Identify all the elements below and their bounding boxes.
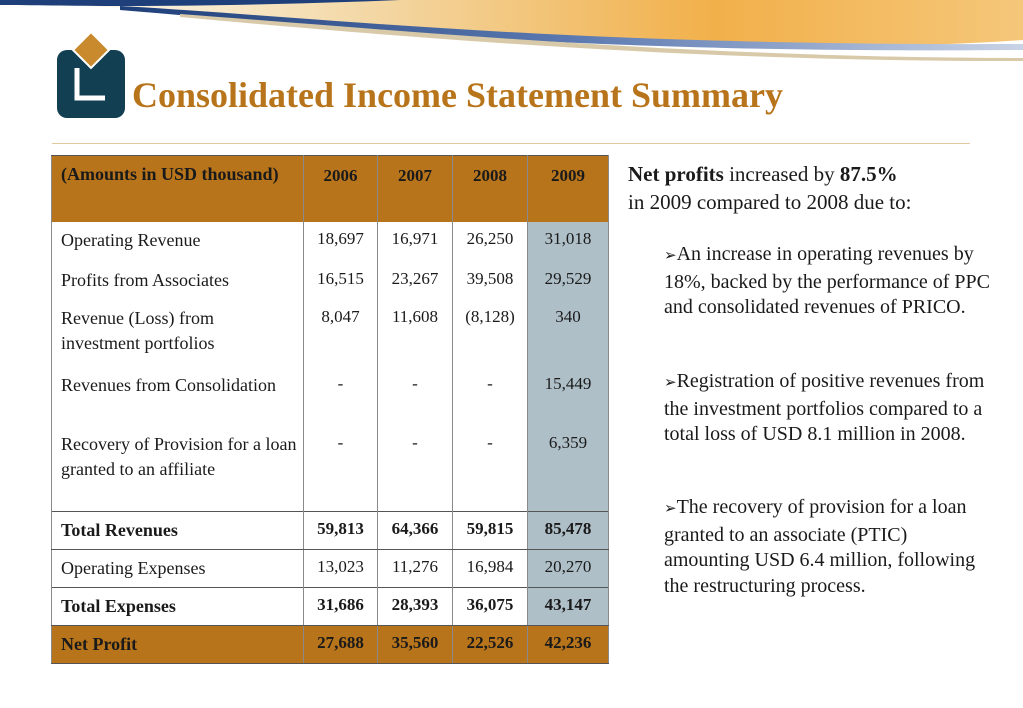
net-profit-row bbox=[52, 626, 609, 664]
total-expenses-row bbox=[52, 588, 609, 626]
cell-value: (8,128) bbox=[453, 300, 528, 367]
table-row bbox=[52, 367, 609, 426]
total-revenues-row bbox=[52, 512, 609, 550]
cell-value: 64,366 bbox=[378, 512, 453, 550]
bullet-text: An increase in operating revenues by 18%, backed by the performance of PPC and consolidated revenues of PRICO. bbox=[664, 243, 991, 318]
cell-value: 39,508 bbox=[453, 262, 528, 300]
cell-value: - bbox=[304, 426, 378, 512]
cell-value: 18,697 bbox=[304, 222, 378, 262]
row-label: Total Revenues bbox=[52, 512, 304, 550]
cell-value: 59,813 bbox=[304, 512, 378, 550]
cell-value: - bbox=[453, 426, 528, 512]
table-header-row bbox=[52, 156, 609, 222]
table-row bbox=[52, 262, 609, 300]
row-label: Profits from Associates bbox=[52, 262, 304, 300]
list-item bbox=[664, 495, 994, 599]
row-label: Net Profit bbox=[52, 626, 304, 664]
cell-value: 27,688 bbox=[304, 626, 378, 664]
year-header: 2007 bbox=[378, 156, 453, 222]
cell-value: - bbox=[378, 426, 453, 512]
table-row bbox=[52, 300, 609, 367]
cell-value: 31,018 bbox=[528, 222, 609, 262]
cell-value: - bbox=[378, 367, 453, 426]
cell-value: 6,359 bbox=[528, 426, 609, 512]
cell-value: - bbox=[453, 367, 528, 426]
table-row bbox=[52, 426, 609, 512]
cell-value: 85,478 bbox=[528, 512, 609, 550]
row-label: Operating Revenue bbox=[52, 222, 304, 262]
cell-value: 340 bbox=[528, 300, 609, 367]
list-item bbox=[664, 369, 994, 448]
cell-value: 29,529 bbox=[528, 262, 609, 300]
cell-value: 11,276 bbox=[378, 550, 453, 588]
cell-value: 16,515 bbox=[304, 262, 378, 300]
intro-bold-percent: 87.5% bbox=[839, 162, 898, 186]
row-label: Operating Expenses bbox=[52, 550, 304, 588]
cell-value: 8,047 bbox=[304, 300, 378, 367]
arrow-bullet-icon: ➢ bbox=[664, 248, 677, 264]
header-decorative-band bbox=[0, 0, 1023, 80]
cell-value: 16,984 bbox=[453, 550, 528, 588]
row-label: Total Expenses bbox=[52, 588, 304, 626]
table-row bbox=[52, 222, 609, 262]
intro-text: increased by bbox=[723, 162, 840, 186]
cell-value: 22,526 bbox=[453, 626, 528, 664]
page-title: Consolidated Income Statement Summary bbox=[132, 75, 783, 115]
summary-intro bbox=[628, 160, 998, 216]
arrow-bullet-icon: ➢ bbox=[664, 501, 677, 517]
arrow-bullet-icon: ➢ bbox=[664, 375, 677, 391]
bullet-text: Registration of positive revenues from the investment portfolios compared to a total loss of USD 8.1 million in 2008. bbox=[664, 370, 985, 445]
year-header: 2008 bbox=[453, 156, 528, 222]
row-label: Revenues from Consolidation bbox=[52, 367, 304, 426]
intro-text-cont: in 2009 compared to 2008 due to: bbox=[628, 190, 912, 214]
cell-value: 42,236 bbox=[528, 626, 609, 664]
cell-value: 35,560 bbox=[378, 626, 453, 664]
list-item bbox=[664, 242, 994, 321]
cell-value: 31,686 bbox=[304, 588, 378, 626]
intro-bold-net-profits: Net profits bbox=[628, 162, 724, 186]
title-divider bbox=[52, 143, 970, 144]
cell-value: 28,393 bbox=[378, 588, 453, 626]
company-logo bbox=[55, 32, 127, 122]
cell-value: 23,267 bbox=[378, 262, 453, 300]
year-header: 2006 bbox=[304, 156, 378, 222]
cell-value: 36,075 bbox=[453, 588, 528, 626]
bullet-text: The recovery of provision for a loan granted to an associate (PTIC) amounting USD 6.4 million, following the restructuring process. bbox=[664, 496, 976, 597]
row-label: Recovery of Provision for a loan granted to an affiliate bbox=[52, 426, 304, 512]
row-label: Revenue (Loss) from investment portfolios bbox=[52, 300, 304, 367]
cell-value: 20,270 bbox=[528, 550, 609, 588]
cell-value: 59,815 bbox=[453, 512, 528, 550]
cell-value: 15,449 bbox=[528, 367, 609, 426]
cell-value: 11,608 bbox=[378, 300, 453, 367]
table-row bbox=[52, 550, 609, 588]
cell-value: 43,147 bbox=[528, 588, 609, 626]
summary-panel bbox=[628, 160, 998, 597]
cell-value: 16,971 bbox=[378, 222, 453, 262]
cell-value: 13,023 bbox=[304, 550, 378, 588]
year-header: 2009 bbox=[528, 156, 609, 222]
header-label: (Amounts in USD thousand) bbox=[52, 156, 304, 222]
cell-value: - bbox=[304, 367, 378, 426]
income-statement-table bbox=[51, 155, 609, 664]
cell-value: 26,250 bbox=[453, 222, 528, 262]
